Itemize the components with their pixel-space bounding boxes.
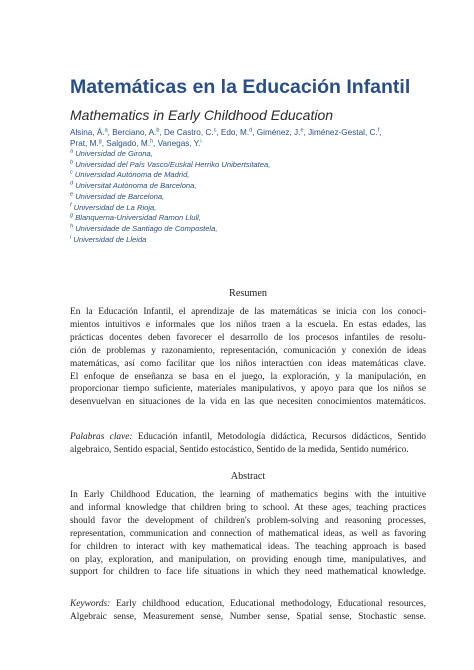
resumen-keywords [70,431,426,457]
affiliation-item [70,181,270,192]
abstract-line: should favor the development of children's problem-solving and reasoning processes, [70,515,426,526]
affiliation-item [70,160,270,171]
resumen-line: matemáticas, así como facilitar que los niños interactúen con ideas matemáticas clave. [70,358,426,369]
abstract-line: for children to interact with key mathematical ideas. The teaching approach is based [70,541,426,552]
affiliation-text: Universidade de Santiago de Compostela, [75,223,218,233]
paper-subtitle: Mathematics in Early Childhood Education [70,107,334,123]
author-name: Vanegas, Y. [157,139,201,148]
affiliation-sup: e [70,191,74,198]
author-sup: g [98,138,102,145]
affiliation-text: Universidad de Lleida [73,234,147,244]
affiliation-text: Universidad de La Rioja, [73,202,157,212]
resumen-line: prácticas docentes deben favorecer el desarrollo de los procesos infantiles de resolu- [70,332,426,343]
keywords-text: Educación infantil, Metodología didáctica, Recursos didácticos, Sentido [132,432,426,442]
resumen-line: El enfoque de enseñanza se basa en el juego, la exploración, y la manipulación, en [70,371,426,382]
author-name: Giménez, J. [256,128,301,137]
affiliation-sup: c [70,169,73,176]
author-name: De Castro, C. [164,128,214,137]
affiliation-item [70,149,270,160]
abstract-line: and informal knowledge that children bring to school. At these ages, teaching practices [70,502,426,513]
abstract-line: on play, exploration, and manipulation, on providing enough time, manipulatives, and [70,554,426,565]
author-sup: i [200,138,202,145]
affiliation-item [70,213,270,224]
resumen-line: En la Educación Infantil, el aprendizaje de las matemáticas se inicia con los conoci- [70,307,426,317]
keywords-label: Palabras clave: [70,432,133,442]
author-line-2: Prat, M.$^g$, Salgado, M.$^h$, Vanegas, Y.$^i$ [70,138,202,148]
author-sup: d [249,127,253,134]
resumen-heading: Resumen [229,288,267,299]
affiliation-text: Universidad de Girona, [75,149,153,158]
author-sup: b [156,127,160,134]
author-sup: a [104,127,108,134]
author-sup: f [377,127,380,134]
author-name: Jiménez-Gestal, C. [308,128,378,137]
affiliation-list [70,149,270,245]
author-sup: h [150,138,154,145]
affiliation-sup: d [70,180,74,187]
affiliation-text: Universidad de Barcelona, [75,191,165,201]
keywords-text: Early childhood education, Educational methodology, Educational resources, [110,599,426,609]
author-sup: e [300,127,304,134]
affiliation-text: Universidad del País Vasco/Euskal Herriko Unibertsitatea, [75,159,271,169]
affiliation-text: Universitat Autònoma de Barcelona, [75,181,197,191]
resumen-line: proporcionar tiempo suficiente, materiales manipulativos, y apoyo para que los niños se [70,384,426,395]
author-name: Salgado, M. [106,139,150,148]
affiliation-item [70,170,270,181]
abstract-line: representation, communication and connection of mathematical ideas, as well as favoring [70,528,426,539]
affiliation-item [70,224,270,235]
affiliation-item [70,235,270,246]
abstract-paragraph [70,489,426,579]
affiliation-text: Universidad Autónoma de Madrid, [74,170,190,180]
resumen-line: mientos intuitivos e informales que los niños traen a la escuela. En estas edades, las [70,319,426,330]
affiliation-sup: g [70,212,74,219]
abstract-line: support for children to face life situations in which they need mathematical knowledge. [70,567,426,578]
affiliation-text: Blanquerna-Universidad Ramon Llull, [75,213,201,223]
resumen-keywords-line-1 [70,431,426,444]
author-name: Edo, M. [220,128,250,137]
resumen-paragraph [70,306,426,409]
paper-title: Matemáticas en la Educación Infantil [70,76,411,98]
resumen-line: ción de problemas y razonamiento, representación, comunicación y conexión de ideas [70,345,426,356]
author-name: Berciano, A. [112,128,157,137]
author-name: Prat, M. [70,139,99,148]
author-sup: c [213,127,217,134]
author-line-1: Alsina, Á.$^a$, Berciano, A.$^b$, De Castro, C.$^c$, Edo, M.$^d$, Giménez, J.$^e$, Jiménez-Gestal, C.$^f$, [70,127,382,137]
abstract-keywords [70,598,426,624]
abstract-heading: Abstract [230,471,266,482]
resumen-line: desenvuelvan en situaciones de la vida en las que necesiten conocimientos matemáticos. [70,397,426,408]
resumen-keywords-line-2: algebraico, Sentido espacial, Sentido estocástico, Sentido de la medida, Sentido numérico. [70,444,409,455]
affiliation-sup: a [70,148,74,155]
abstract-keywords-line-2: Algebraic sense, Measurement sense, Number sense, Spatial sense, Stochastic sense. [70,611,426,622]
affiliation-sup: f [70,201,72,208]
affiliation-sup: i [70,234,72,241]
affiliation-item [70,192,270,203]
affiliation-item [70,203,270,214]
abstract-line: In Early Childhood Education, the learning of mathematics begins with the intuitive [70,490,426,500]
abstract-keywords-line-1 [70,598,426,611]
author-list [70,127,440,149]
author-name: Alsina, Á. [70,128,105,137]
affiliation-sup: h [70,223,74,230]
keywords-label: Keywords: [70,599,111,609]
affiliation-sup: b [70,159,74,166]
